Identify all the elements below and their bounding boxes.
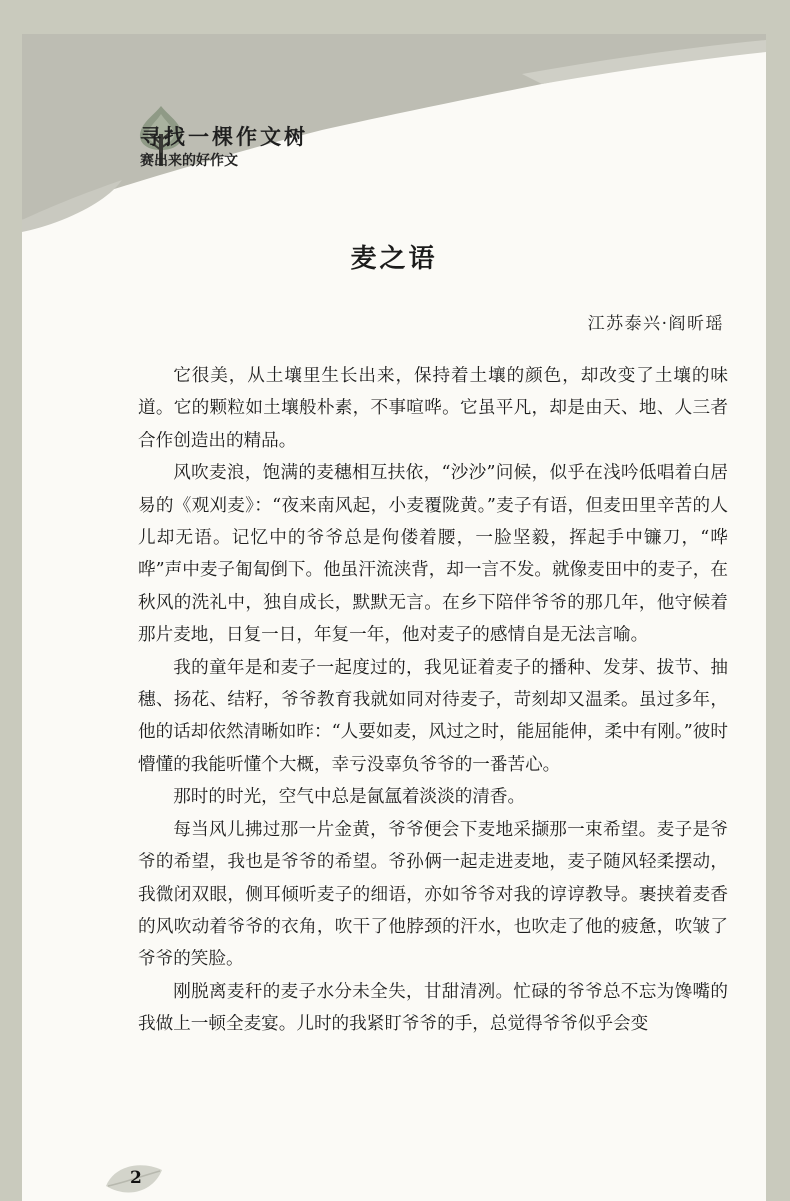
book-page [22,34,766,1201]
paragraph-4: 那时的时光，空气中总是氤氲着淡淡的清香。 [173,787,526,808]
paragraph-6: 刚脱离麦秆的麦子水分未全失，甘甜清冽。忙碌的爷爷总不忘为馋嘴的我做上一顿全麦宴。儿时的我紧盯爷爷的手，总觉得爷爷似乎会变 [138,981,728,1035]
page-number-block [100,1156,170,1201]
paragraph-3: 我的童年是和麦子一起度过的，我见证着麦子的播种、发芽、拔节、抽穗、扬花、结籽，爷爷教育我就如同对待麦子，苛刻却又温柔。虽过多年，他的话却依然清晰如昨：“人要如麦，风过之时，能屈能伸，柔中有刚。”彼时懵懂的我能听懂个大概，幸亏没辜负爷爷的一番苦心。 [138,657,728,775]
series-subtitle: 赛出来的好作文 [140,153,238,169]
article-title: 麦之语 [350,244,438,274]
paragraph-1: 它很美，从土壤里生长出来，保持着土壤的颜色，却改变了土壤的味道。它的颗粒如土壤般朴素，不事喧哗。它虽平凡，却是由天、地、人三者合作创造出的精品。 [138,366,728,451]
paragraph-2: 风吹麦浪，饱满的麦穗相互扶依，“沙沙”问候，似乎在浅吟低唱着白居易的《观刈麦》：“夜来南风起，小麦覆陇黄。”麦子有语，但麦田里辛苦的人儿却无语。记忆中的爷爷总是佝偻着腰，一脸坚毅，挥起手中镰刀，“哗哗”声中麦子匍匐倒下。他虽汗流浃背，却一言不发。就像麦田中的麦子，在秋风的洗礼中，独自成长，默默无言。在乡下陪伴爷爷的那几年，他守候着那片麦地，日复一日，年复一年，他对麦子的感情自是无法言喻。 [138,463,728,646]
paragraph-5: 每当风儿拂过那一片金黄，爷爷便会下麦地采撷那一束希望。麦子是爷爷的希望，我也是爷爷的希望。爷孙俩一起走进麦地，麦子随风轻柔摆动，我微闭双眼，侧耳倾听麦子的细语，亦如爷爷对我的谆谆教导。裹挟着麦香的风吹动着爷爷的衣角，吹干了他脖颈的汗水，也吹走了他的疲惫，吹皱了爷爷的笑脸。 [138,819,728,970]
article-body [138,360,728,1041]
article-author: 江苏泰兴·阎昕瑶 [587,314,724,334]
page-number: 2 [130,1168,142,1188]
series-header [140,124,308,171]
series-title: 寻找一棵作文树 [140,124,308,149]
brush-stroke-decoration [22,34,766,264]
